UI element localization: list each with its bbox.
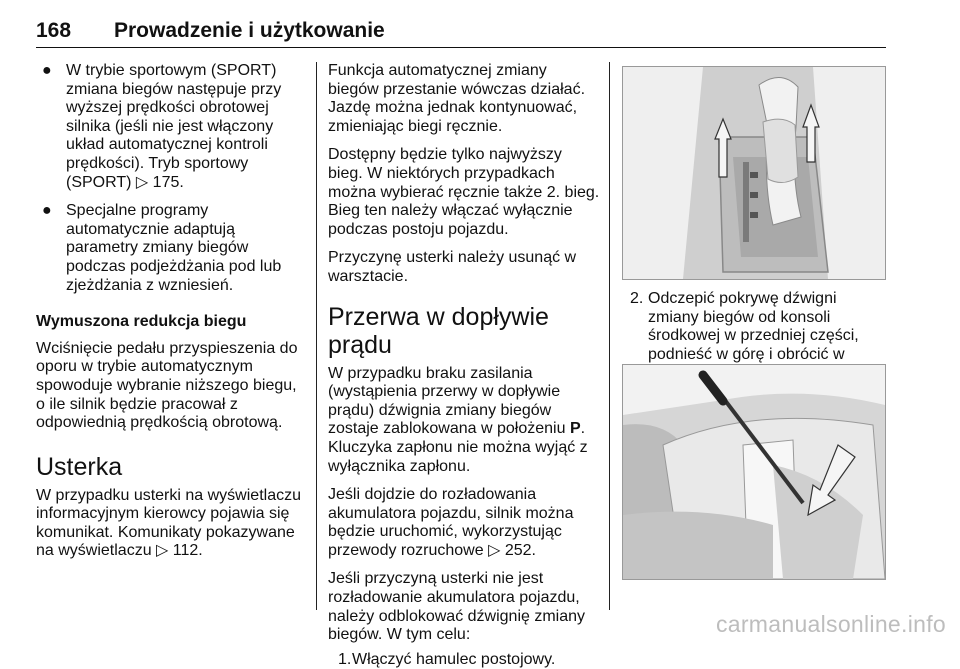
section-heading: Wymuszona redukcja biegu [36,313,247,331]
column-middle [328,62,600,669]
bullet-text: W trybie sportowym (SPORT) zmiana biegów następuje przy wyższej prędkości obrotowej silnika (jeśli nie jest włączony układ automatycznej kontroli prędkości). Tryb sportowy (SPORT) ▷ 175. [66,62,282,191]
paragraph: Przyczynę usterki należy usunąć w warsztacie. [328,249,577,285]
section-heading: Przerwa w dopływie prądu [328,302,549,359]
bullet-text: Specjalne programy automatycznie adaptują parametry zmiany biegów podczas podjeżdżania pod lub zjeżdżania z wzniesień. [66,202,282,294]
section-heading: Usterka [36,452,123,481]
column-left [36,62,304,571]
step-text: Włączyć hamulec postojowy. [352,650,556,668]
bullet-icon: ● [42,202,52,220]
step-text: Odczepić pokrywę dźwigni zmiany biegów od konsoli środkowej w przedniej części, podnieść w górę i obrócić w [648,290,859,363]
step-number: 1. [338,650,352,668]
bullet-icon: ● [42,62,52,79]
cover-removal-illustration [622,364,886,580]
paragraph: Jeśli przyczyną usterki nie jest rozładowanie akumulatora pojazdu, należy odblokować dźwignię zmiany biegów. W tym celu: [328,570,586,644]
paragraph: Jeśli dojdzie do rozładowania akumulatora pojazdu, silnik można będzie uruchomić, wykorzystując przewody rozruchowe ▷ 252. [328,486,574,559]
text-run-bold: P [569,420,581,438]
paragraph: Wciśnięcie pedału przyspieszenia do oporu w trybie automatycznym spowoduje wybranie niższego biegu, o ile silnik będzie pracował z odpowiednią prędkością obrotową. [36,339,298,432]
page-header [36,4,886,48]
text-run: W przypadku braku zasilania (wystąpienia przerwy w dopływie prądu) dźwignia zmiany biegów zostaje zablokowana w położeniu [328,364,570,438]
page-number: 168 [36,19,72,42]
paragraph: W przypadku usterki na wyświetlaczu informacyjnym kierowcy pojawia się komunikat. Komunikaty pokazywane na wyświetlaczu ▷ 112. [36,486,301,560]
paragraph: Funkcja automatycznej zmiany biegów przestanie wówczas działać. Jazdę można jednak kontynuować, zmieniając biegi ręcznie. [328,62,586,135]
column-divider [609,62,610,610]
text-run: . Kluczyka zapłonu nie można wyjąć z wyłącznika zapłonu. [328,420,588,475]
step-item [328,651,600,669]
column-divider [316,62,317,610]
page-title: Prowadzenie i użytkowanie [114,19,385,42]
gear-lever-illustration [622,66,886,280]
watermark: carmanualsonline.info [715,611,946,637]
paragraph [328,365,600,477]
list-item [36,202,304,295]
paragraph: Dostępny będzie tylko najwyższy bieg. W niektórych przypadkach można wybierać ręcznie także 2. bieg. Bieg ten należy włączać wyłącznie podczas postoju pojazdu. [328,146,600,238]
step-number: 2. [630,290,644,307]
list-item [36,62,304,192]
